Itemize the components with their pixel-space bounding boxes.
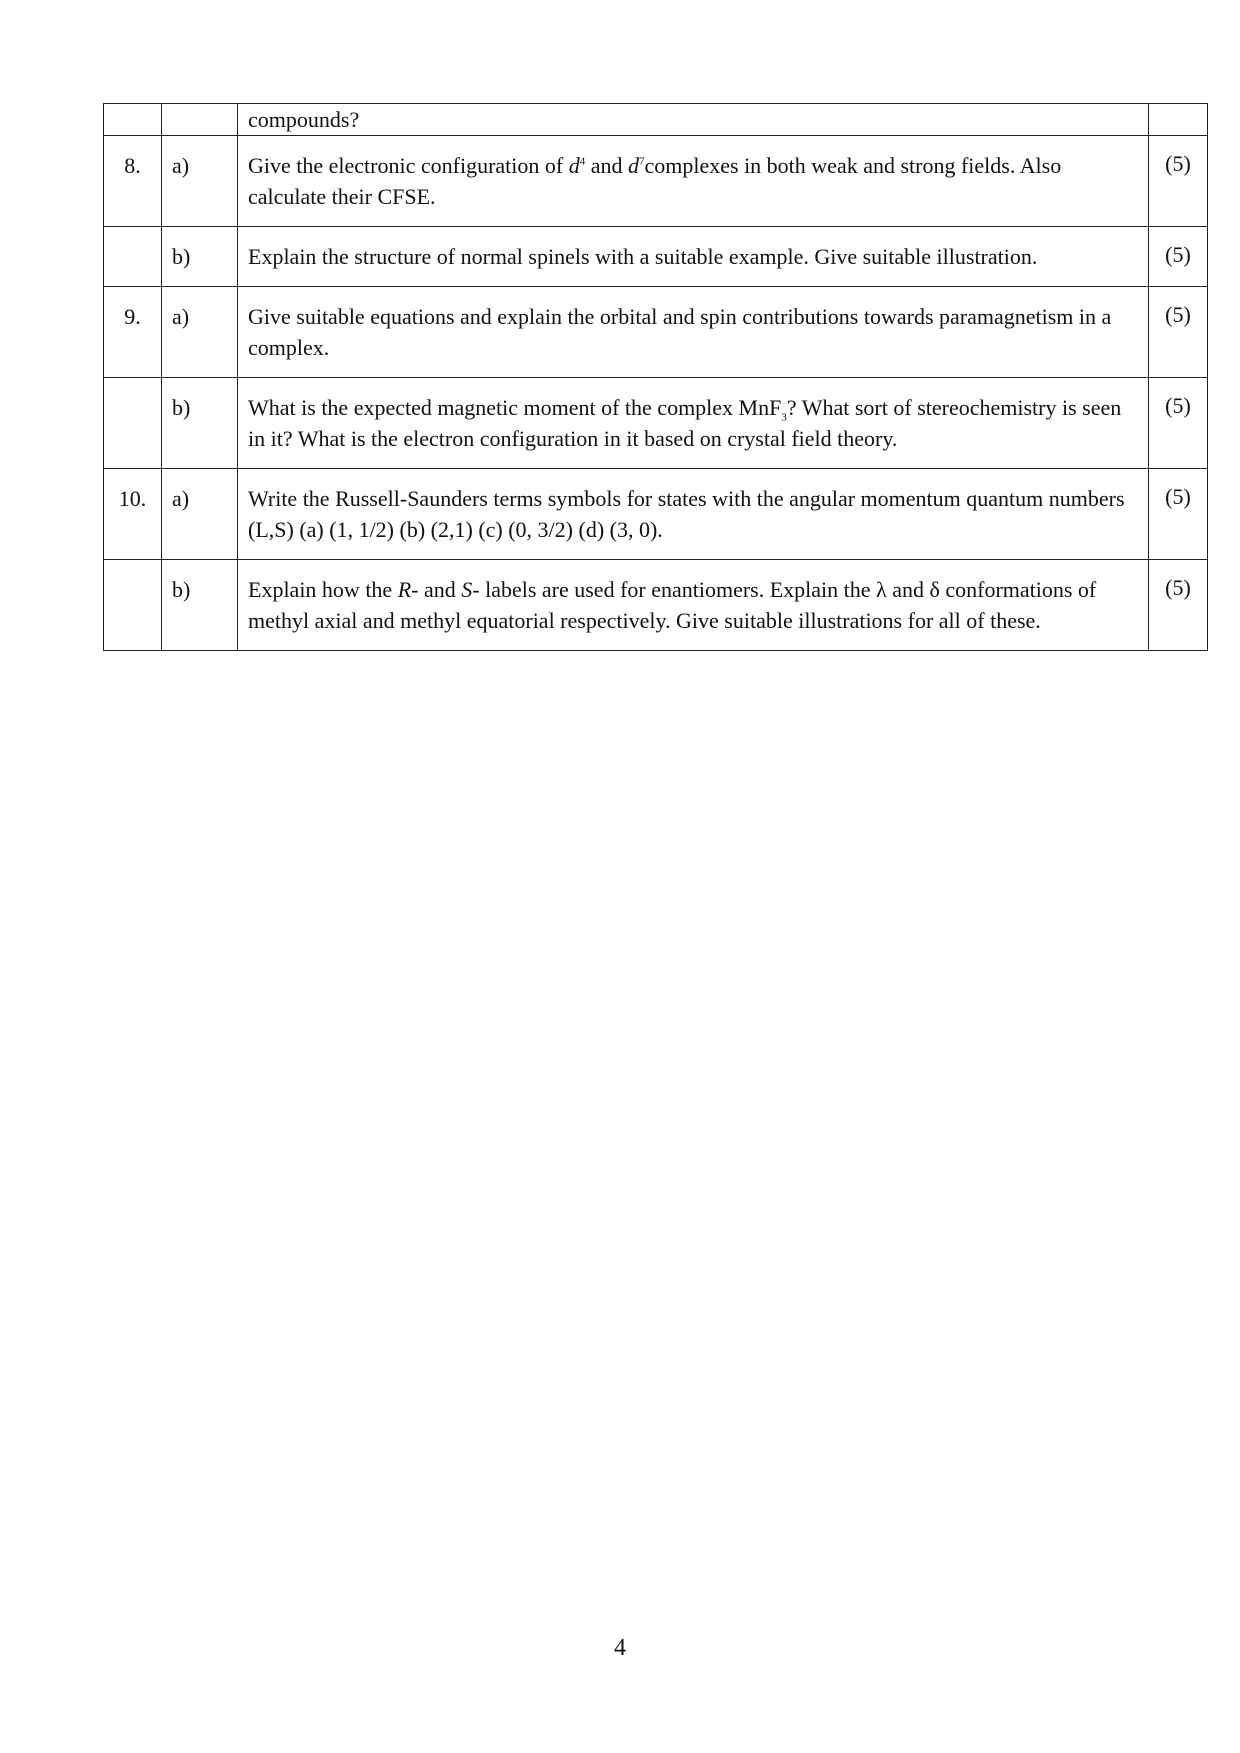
question-part: b) (172, 395, 191, 420)
question-part: a) (172, 486, 190, 511)
question-text-segment: - and (411, 577, 462, 602)
question-text-segment: Explain how the (248, 577, 398, 602)
question-part-cell (162, 560, 238, 651)
question-number (104, 227, 161, 241)
question-marks: (5) (1165, 151, 1191, 176)
question-text-segment: Write the Russell-Saunders terms symbols for states with the angular momentum quantum numbers (L,S) (a) (1, 1/2) (b) (2,1) (c) (0, 3/2) (d) (3, 0). (248, 486, 1125, 542)
continuation-text: compounds? (248, 107, 360, 132)
question-marks: (5) (1165, 575, 1191, 600)
question-marks-cell (1149, 560, 1208, 651)
question-row (104, 287, 1208, 378)
question-marks-cell (1149, 136, 1208, 227)
question-text (238, 227, 1148, 286)
question-text-cell (238, 227, 1149, 287)
question-text (238, 287, 1148, 377)
continuation-row (104, 104, 1208, 136)
question-number-cell (104, 136, 162, 227)
question-part: a) (172, 153, 190, 178)
question-text (238, 560, 1148, 650)
question-marks-cell (1149, 287, 1208, 378)
question-part: b) (172, 577, 191, 602)
question-number-cell (104, 287, 162, 378)
page-number: 4 (614, 1635, 626, 1661)
question-marks-cell (1149, 378, 1208, 469)
question-marks-cell (1149, 469, 1208, 560)
continuation-part-cell (162, 104, 238, 136)
continuation-marks-cell (1149, 104, 1208, 136)
question-part: a) (172, 304, 190, 329)
question-marks: (5) (1165, 242, 1191, 267)
question-text-segment: 3 (781, 411, 787, 424)
question-text (238, 136, 1148, 226)
question-text (238, 378, 1148, 468)
question-text-cell (238, 136, 1149, 227)
question-part-cell (162, 227, 238, 287)
question-row (104, 378, 1208, 469)
question-text-segment: d (568, 153, 580, 178)
question-text-cell (238, 287, 1149, 378)
question-text-segment: 4 (579, 155, 586, 168)
question-text-segment: complexes in both weak and strong fields. Also calculate their CFSE. (248, 153, 1062, 209)
question-part-cell (162, 136, 238, 227)
question-text (238, 469, 1148, 559)
continuation-number-cell (104, 104, 162, 136)
question-table-body (104, 104, 1208, 651)
question-number (104, 560, 161, 574)
question-text-segment: Explain the structure of normal spinels with a suitable example. Give suitable illustration. (248, 244, 1038, 269)
question-text-segment: What is the expected magnetic moment of the complex MnF (248, 395, 782, 420)
question-part-cell (162, 469, 238, 560)
question-row (104, 227, 1208, 287)
question-marks: (5) (1165, 484, 1191, 509)
question-text-segment: Give suitable equations and explain the orbital and spin contributions towards paramagnetism in a complex. (248, 304, 1112, 360)
question-marks: (5) (1165, 302, 1191, 327)
question-text-segment: - labels are used for enantiomers. Explain the λ and δ conformations of methyl axial and methyl equatorial respectively. Give suitable illustrations for all of these. (248, 577, 1097, 633)
question-text-segment: 7 (638, 155, 645, 168)
question-part-cell (162, 378, 238, 469)
question-text-segment: S (461, 577, 473, 602)
question-text-segment: d (627, 153, 639, 178)
question-marks: (5) (1165, 393, 1191, 418)
question-text-segment: R (397, 577, 412, 602)
question-part: b) (172, 244, 191, 269)
question-number: 9. (124, 304, 141, 329)
question-part-cell (162, 287, 238, 378)
question-number: 8. (124, 153, 141, 178)
question-text-cell (238, 469, 1149, 560)
question-row (104, 560, 1208, 651)
continuation-text-cell (238, 104, 1149, 136)
question-number-cell (104, 469, 162, 560)
question-number: 10. (118, 486, 147, 511)
question-text-segment: Give the electronic configuration of (248, 153, 569, 178)
question-row (104, 469, 1208, 560)
question-text-cell (238, 560, 1149, 651)
question-row (104, 136, 1208, 227)
question-text-cell (238, 378, 1149, 469)
question-number-cell (104, 378, 162, 469)
question-marks-cell (1149, 227, 1208, 287)
question-text-segment: and (585, 153, 628, 178)
question-text-segment: ? What sort of stereochemistry is seen in it? What is the electron configuration in it based on crystal field theory. (248, 395, 1122, 451)
question-table (103, 103, 1208, 651)
question-number (104, 378, 161, 392)
question-number-cell (104, 560, 162, 651)
question-number-cell (104, 227, 162, 287)
